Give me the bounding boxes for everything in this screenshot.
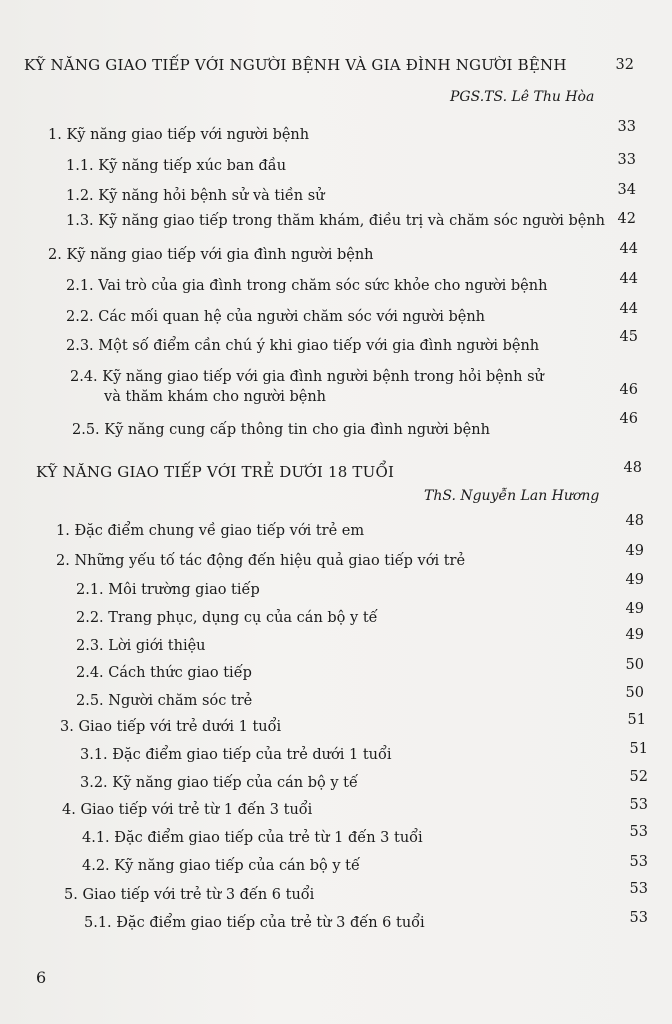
toc-page: 49 [625,543,644,559]
toc-page: 50 [625,685,644,701]
toc-entry: 4.1. Đặc điểm giao tiếp của trẻ từ 1 đến 3 tuổi [82,830,423,846]
toc-entry: 4. Giao tiếp với trẻ từ 1 đến 3 tuổi [62,802,313,818]
toc-entry: 1.1. Kỹ năng tiếp xúc ban đầu [66,158,287,174]
section-title: KỸ NĂNG GIAO TIẾP VỚI TRẺ DƯỚI 18 TUỔI [36,463,395,481]
toc-page: 45 [619,329,638,345]
toc-page: 44 [619,241,638,257]
toc-entry: 1.3. Kỹ năng giao tiếp trong thăm khám, điều trị và chăm sóc người bệnh [66,213,606,229]
toc-entry: 2.1. Môi trường giao tiếp [76,582,260,598]
page-number: 6 [36,968,47,987]
toc-page: 46 [619,411,638,427]
toc-page: 44 [619,301,638,317]
toc-page: 49 [625,601,644,617]
toc-entry: 2.2. Trang phục, dụng cụ của cán bộ y tế [76,610,378,626]
toc-entry: 5.1. Đặc điểm giao tiếp của trẻ từ 3 đến 6 tuổi [84,915,425,931]
toc-page: 34 [617,182,636,198]
toc-entry: 3. Giao tiếp với trẻ dưới 1 tuổi [60,719,282,735]
toc-page: 48 [625,513,644,529]
toc-entry: 2.2. Các mối quan hệ của người chăm sóc với người bệnh [66,309,486,325]
toc-page: 49 [625,572,644,588]
toc-page: 46 [619,382,638,398]
section-author: ThS. Nguyễn Lan Hương [424,488,600,504]
section-title: KỸ NĂNG GIAO TIẾP VỚI NGƯỜI BỆNH VÀ GIA ĐÌNH NGƯỜI BỆNH [24,56,567,74]
toc-entry: 1. Kỹ năng giao tiếp với người bệnh [48,127,310,143]
toc-entry: 2.4. Kỹ năng giao tiếp với gia đình người bệnh trong hỏi bệnh sử [70,369,544,385]
section-author: PGS.TS. Lê Thu Hòa [450,89,595,105]
toc-entry: 2.3. Một số điểm cần chú ý khi giao tiếp với gia đình người bệnh [66,338,540,354]
toc-page: 53 [629,824,648,840]
section-page: 32 [615,57,634,73]
toc-entry: 1. Đặc điểm chung về giao tiếp với trẻ em [56,523,365,539]
toc-entry: 2.1. Vai trò của gia đình trong chăm sóc sức khỏe cho người bệnh [66,278,548,294]
toc-page: 51 [629,741,648,757]
toc-entry: 2. Kỹ năng giao tiếp với gia đình người bệnh [48,247,374,263]
toc-entry: 2.5. Kỹ năng cung cấp thông tin cho gia đình người bệnh [72,422,490,438]
toc-page: 49 [625,627,644,643]
toc-page: 52 [629,769,648,785]
toc-page: 33 [617,152,636,168]
toc-entry: 5. Giao tiếp với trẻ từ 3 đến 6 tuổi [64,887,315,903]
toc-page: 53 [629,881,648,897]
toc-page: 33 [617,119,636,135]
toc-entry: 4.2. Kỹ năng giao tiếp của cán bộ y tế [82,858,360,874]
toc-page: 44 [619,271,638,287]
toc-page: 50 [625,657,644,673]
toc-entry: 2. Những yếu tố tác động đến hiệu quả giao tiếp với trẻ [56,553,466,569]
toc-page: 42 [617,211,636,227]
toc-entry: 1.2. Kỹ năng hỏi bệnh sử và tiền sử [66,188,325,204]
toc-page: 53 [629,854,648,870]
toc-entry: 2.4. Cách thức giao tiếp [76,665,252,681]
toc-entry-continued: và thăm khám cho người bệnh [104,389,327,405]
toc-page: 53 [629,797,648,813]
toc-page: 51 [627,712,646,728]
toc-entry: 3.1. Đặc điểm giao tiếp của trẻ dưới 1 tuổi [80,747,392,763]
toc-entry: 2.3. Lời giới thiệu [76,638,206,654]
toc-entry: 3.2. Kỹ năng giao tiếp của cán bộ y tế [80,775,358,791]
toc-entry: 2.5. Người chăm sóc trẻ [76,693,253,709]
toc-page: 53 [629,910,648,926]
section-page: 48 [623,460,642,476]
